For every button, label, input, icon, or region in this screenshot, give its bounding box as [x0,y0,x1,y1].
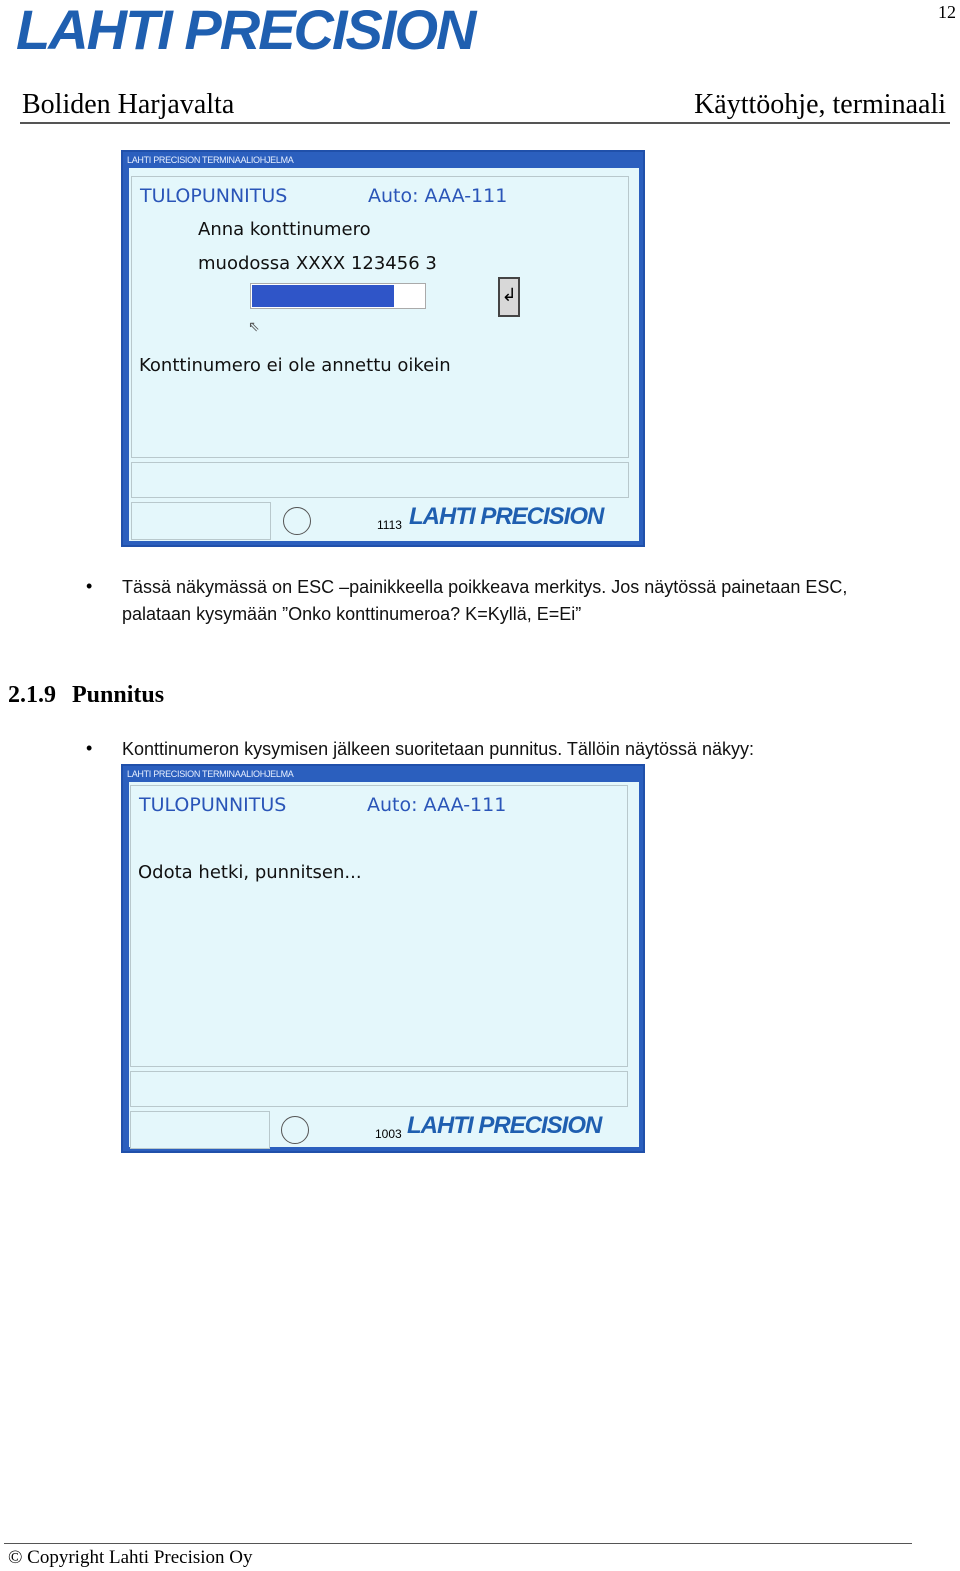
bullet-icon: • [86,738,93,758]
paragraph-line: Tässä näkymässä on ESC –painikkeella poikkeava merkitys. Jos näytössä painetaan ESC, [122,577,848,597]
function-panel [130,1111,270,1149]
main-panel [130,785,628,1067]
terminal-titlebar: LAHTI PRECISION TERMINAALIOHJELMA [127,769,294,779]
waiting-message: Odota hetki, punnitsen... [138,862,362,883]
header-right-title: Käyttöohje, terminaali [694,89,946,120]
enter-button[interactable]: ↲ [498,277,520,317]
input-selection [252,285,394,307]
terminal-screenshot-container-number [121,150,645,547]
footer-copyright: © Copyright Lahti Precision Oy [8,1547,253,1568]
status-panel [131,462,629,498]
header-divider [20,122,950,124]
terminal-code: 1113 [377,518,402,532]
weighing-mode-title: TULOPUNNITUS [139,794,287,816]
terminal-window [129,782,639,1147]
paragraph-line: palataan kysymään ”Onko konttinumeroa? K=Kyllä, E=Ei” [122,604,582,624]
terminal-logo: LAHTI PRECISION [407,1112,602,1139]
error-message: Konttinumero ei ole annettu oikein [139,355,451,376]
section-number: 2.1.9 [8,682,56,708]
bullet-icon: • [86,576,93,596]
bullet-paragraph-2: Konttinumeron kysymisen jälkeen suoritetaan punnitus. Tällöin näytössä näkyy: [122,739,755,759]
status-panel [130,1071,628,1107]
vehicle-label: Auto: AAA-111 [368,185,508,207]
section-title: Punnitus [72,682,165,708]
prompt-line-1: Anna konttinumero [198,219,371,240]
status-indicator-icon [283,507,311,535]
mouse-cursor-icon: ⇖ [248,320,260,335]
terminal-titlebar: LAHTI PRECISION TERMINAALIOHJELMA [127,155,294,165]
terminal-screenshot-weighing [121,764,645,1153]
terminal-code: 1003 [375,1127,402,1141]
container-number-input[interactable] [250,283,426,309]
function-panel [131,502,271,540]
company-logo: LAHTI PRECISION [16,0,475,61]
section-heading [8,682,164,709]
terminal-logo: LAHTI PRECISION [409,503,604,530]
status-indicator-icon [281,1116,309,1144]
prompt-line-2: muodossa XXXX 123456 3 [198,253,437,274]
terminal-window [129,168,639,541]
main-panel [131,176,629,458]
weighing-mode-title: TULOPUNNITUS [140,185,288,207]
vehicle-label: Auto: AAA-111 [367,794,507,816]
header-left-title: Boliden Harjavalta [22,89,235,120]
bullet-paragraph-1 [122,574,942,628]
footer-divider [4,1543,912,1544]
page-number: 12 [938,2,956,22]
